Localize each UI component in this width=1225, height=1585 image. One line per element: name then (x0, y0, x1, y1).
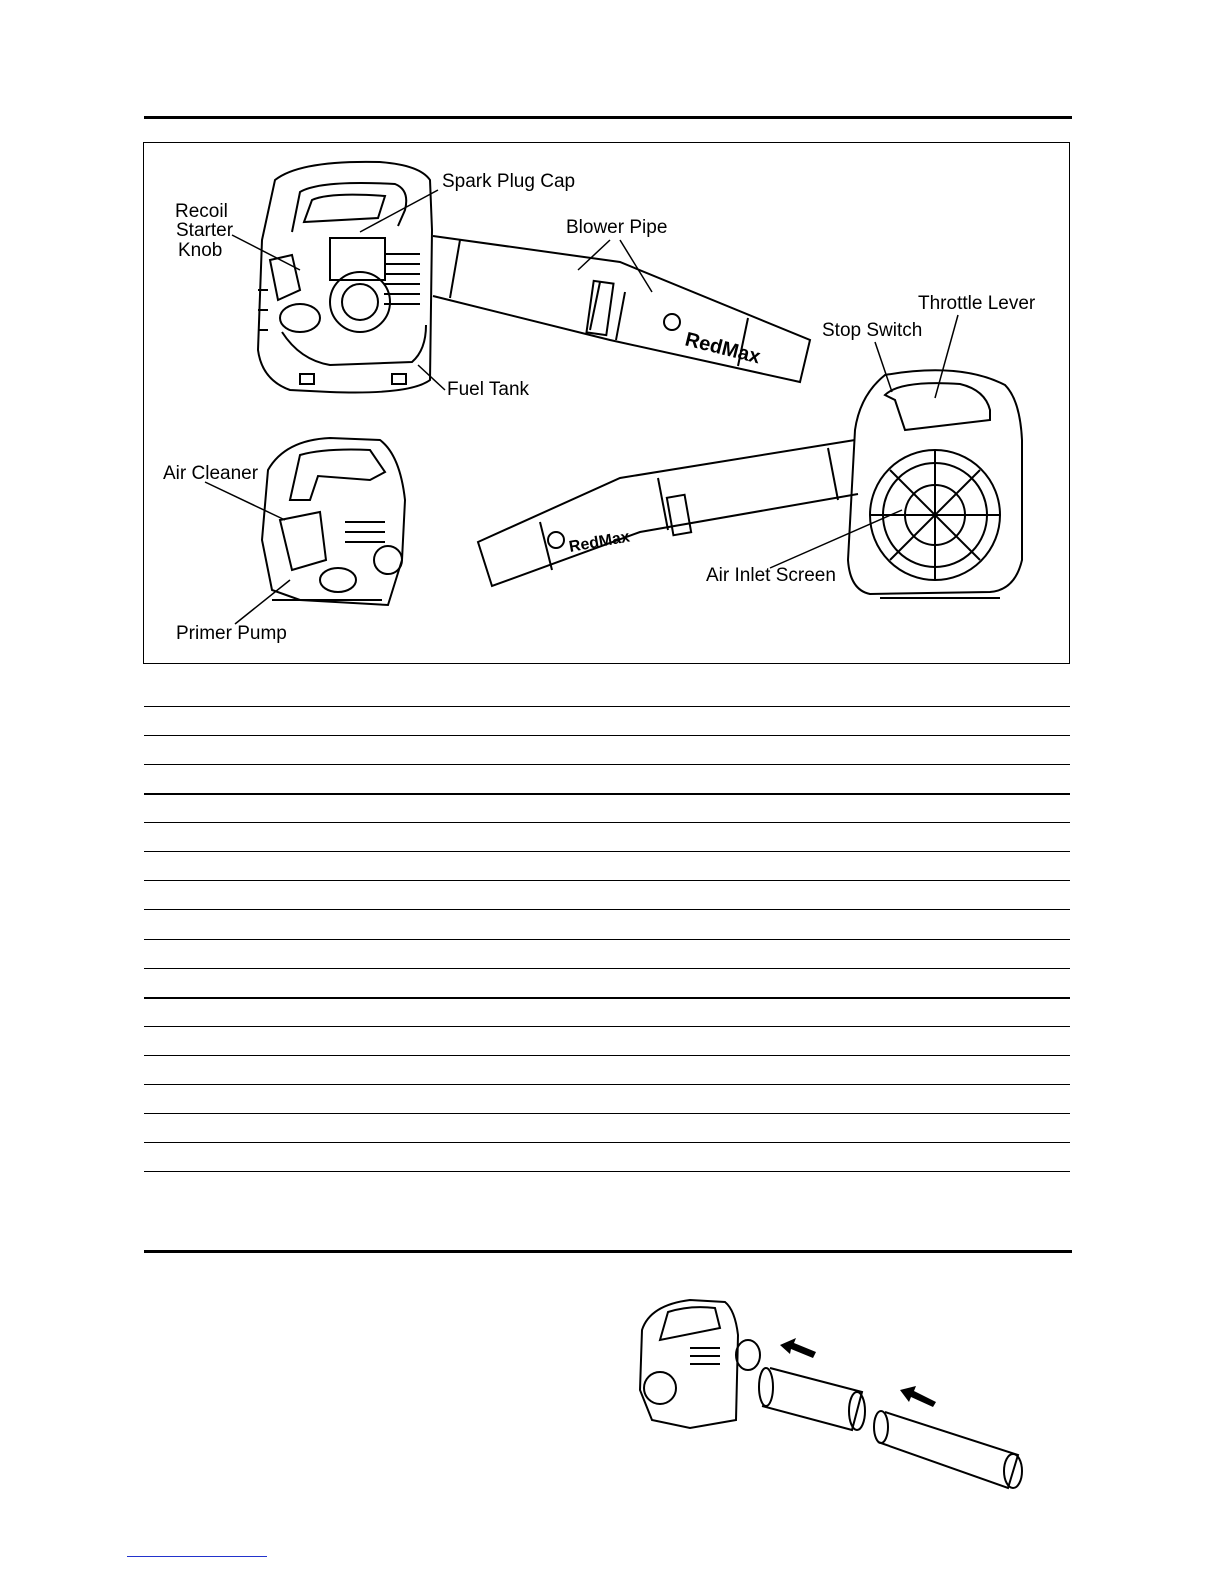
spec-row-line (144, 764, 1070, 765)
spec-row-line (144, 1026, 1070, 1027)
label-air-inlet-screen: Air Inlet Screen (706, 565, 836, 586)
footer-link-underline[interactable] (127, 1556, 267, 1557)
label-stop-switch: Stop Switch (822, 320, 923, 341)
blower-side-view-icon (262, 438, 405, 605)
brand-logo-bottom: RedMax (567, 528, 632, 556)
label-fuel-tank: Fuel Tank (447, 379, 530, 400)
spec-row-line (144, 1113, 1070, 1114)
spec-row-line (144, 706, 1070, 707)
label-spark-plug-cap: Spark Plug Cap (442, 171, 576, 192)
spec-row-line (144, 968, 1070, 969)
spec-row-line (144, 1084, 1070, 1085)
callout-leaders (205, 190, 958, 624)
spec-row-line (144, 1171, 1070, 1172)
section-rule (144, 1250, 1072, 1253)
label-starter: Starter (176, 220, 234, 241)
label-knob: Knob (178, 240, 223, 261)
spec-row-line (144, 939, 1070, 940)
spec-row-line (144, 851, 1070, 852)
spec-row-line (144, 793, 1070, 795)
label-blower-pipe: Blower Pipe (566, 217, 668, 238)
spec-row-line (144, 1055, 1070, 1056)
spec-row-line (144, 822, 1070, 823)
spec-row-line (144, 735, 1070, 736)
label-primer-pump: Primer Pump (176, 623, 287, 644)
spec-row-line (144, 997, 1070, 999)
label-air-cleaner: Air Cleaner (163, 463, 259, 484)
assembly-arrows (780, 1338, 936, 1407)
blower-rear-view-icon (478, 370, 1022, 598)
label-recoil: Recoil (175, 201, 228, 222)
label-throttle-lever: Throttle Lever (918, 293, 1036, 314)
pipe-assembly-illustration (640, 1300, 1022, 1488)
spec-row-line (144, 880, 1070, 881)
brand-logo-top: RedMax (682, 328, 763, 369)
spec-row-line (144, 1142, 1070, 1143)
spec-row-line (144, 909, 1070, 910)
